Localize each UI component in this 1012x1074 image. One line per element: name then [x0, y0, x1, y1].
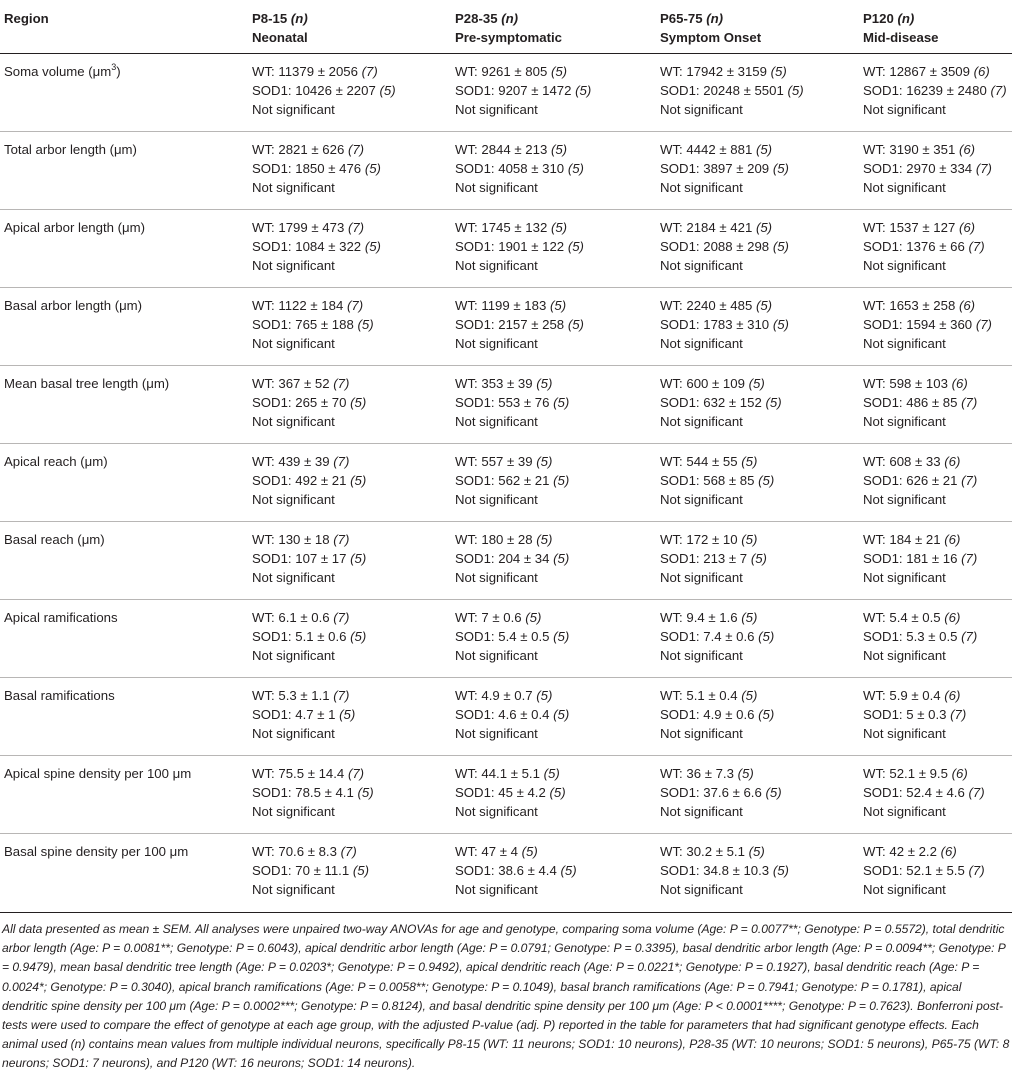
region-cell: Basal reach (μm) [0, 522, 250, 600]
col-header-p28-35: P28-35 (n) Pre-symptomatic [451, 0, 656, 54]
region-cell: Apical ramifications [0, 600, 250, 678]
value-cell: WT: 367 ± 52 (7) SOD1: 265 ± 70 (5) Not significant [250, 366, 451, 444]
value-cell: WT: 4.9 ± 0.7 (5) SOD1: 4.6 ± 0.4 (5) Not significant [451, 678, 656, 756]
value-cell: WT: 2821 ± 626 (7) SOD1: 1850 ± 476 (5) Not significant [250, 132, 451, 210]
value-cell: WT: 1745 ± 132 (5) SOD1: 1901 ± 122 (5) Not significant [451, 210, 656, 288]
region-cell: Apical spine density per 100 μm [0, 756, 250, 834]
value-cell: WT: 130 ± 18 (7) SOD1: 107 ± 17 (5) Not significant [250, 522, 451, 600]
col-header-p65-75: P65-75 (n) Symptom Onset [656, 0, 859, 54]
region-cell: Basal spine density per 100 μm [0, 834, 250, 913]
region-cell: Basal ramifications [0, 678, 250, 756]
region-cell: Apical arbor length (μm) [0, 210, 250, 288]
value-cell: WT: 2184 ± 421 (5) SOD1: 2088 ± 298 (5) Not significant [656, 210, 859, 288]
region-cell: Total arbor length (μm) [0, 132, 250, 210]
col-header-p120: P120 (n) Mid-disease [859, 0, 1012, 54]
value-cell: WT: 439 ± 39 (7) SOD1: 492 ± 21 (5) Not significant [250, 444, 451, 522]
value-cell: WT: 5.4 ± 0.5 (6) SOD1: 5.3 ± 0.5 (7) Not significant [859, 600, 1012, 678]
value-cell: WT: 608 ± 33 (6) SOD1: 626 ± 21 (7) Not significant [859, 444, 1012, 522]
value-cell: WT: 6.1 ± 0.6 (7) SOD1: 5.1 ± 0.6 (5) Not significant [250, 600, 451, 678]
value-cell: WT: 4442 ± 881 (5) SOD1: 3897 ± 209 (5) Not significant [656, 132, 859, 210]
table-row [0, 288, 1012, 366]
value-cell: WT: 1537 ± 127 (6) SOD1: 1376 ± 66 (7) Not significant [859, 210, 1012, 288]
table-footnote: All data presented as mean ± SEM. All analyses were unpaired two-way ANOVAs for age and genotype, comparing soma volume (Age: P = 0.0077**; Genotype: P = 0.5572), total dendritic arbor length (Age: P = 0.0081**; Genotype: P = 0.6043), apical dendritic arbor length (Age: P = 0.0791; Genotype: P = 0.3395), basal dendritic arbor length (Age: P = 0.0094**; Genotype: P = 0.9479), mean basal dendritic tree length (Age: P = 0.0203*; Genotype: P = 0.9492), apical dendritic reach (Age: P = 0.0221*; Genotype: P = 0.1927), basal dendritic reach (Age: P = 0.0024*; Genotype: P = 0.3040), apical branch ramifications (Age: P = 0.0058**; Genotype: P = 0.1049), basal branch ramifications (Age: P = 0.7941; Genotype: P = 0.1781), apical dendritic spine density per 100 μm (Age: P = 0.0002***; Genotype: P = 0.8124), and basal dendritic spine density per 100 μm (Age: P < 0.0001****; Genotype: P = 0.7623). Bonferroni post-tests were used to compare the effect of genotype at each age group, with the adjusted P-value (adj. P) reported in the table for parameters that had significant genotype effects. Each animal used (n) contains mean values from multiple individual neurons, specifically P8-15 (WT: 11 neurons; SOD1: 10 neurons), P28-35 (WT: 10 neurons; SOD1: 5 neurons), P65-75 (WT: 8 neurons; SOD1: 7 neurons), and P120 (WT: 16 neurons; SOD1: 14 neurons). [2, 922, 1010, 1071]
table-row [0, 210, 1012, 288]
table-row [0, 54, 1012, 132]
table-row [0, 366, 1012, 444]
value-cell: WT: 544 ± 55 (5) SOD1: 568 ± 85 (5) Not significant [656, 444, 859, 522]
value-cell: WT: 184 ± 21 (6) SOD1: 181 ± 16 (7) Not significant [859, 522, 1012, 600]
table-row [0, 678, 1012, 756]
header-row [0, 0, 1012, 54]
value-cell: WT: 30.2 ± 5.1 (5) SOD1: 34.8 ± 10.3 (5) Not significant [656, 834, 859, 913]
value-cell: WT: 52.1 ± 9.5 (6) SOD1: 52.4 ± 4.6 (7) Not significant [859, 756, 1012, 834]
value-cell: WT: 7 ± 0.6 (5) SOD1: 5.4 ± 0.5 (5) Not significant [451, 600, 656, 678]
table-row [0, 834, 1012, 913]
value-cell: WT: 17942 ± 3159 (5) SOD1: 20248 ± 5501 (5) Not significant [656, 54, 859, 132]
value-cell: WT: 5.3 ± 1.1 (7) SOD1: 4.7 ± 1 (5) Not significant [250, 678, 451, 756]
value-cell: WT: 600 ± 109 (5) SOD1: 632 ± 152 (5) Not significant [656, 366, 859, 444]
value-cell: WT: 5.9 ± 0.4 (6) SOD1: 5 ± 0.3 (7) Not significant [859, 678, 1012, 756]
value-cell: WT: 47 ± 4 (5) SOD1: 38.6 ± 4.4 (5) Not significant [451, 834, 656, 913]
table-row [0, 444, 1012, 522]
value-cell: WT: 180 ± 28 (5) SOD1: 204 ± 34 (5) Not significant [451, 522, 656, 600]
region-cell: Apical reach (μm) [0, 444, 250, 522]
value-cell: WT: 70.6 ± 8.3 (7) SOD1: 70 ± 11.1 (5) Not significant [250, 834, 451, 913]
value-cell: WT: 1122 ± 184 (7) SOD1: 765 ± 188 (5) Not significant [250, 288, 451, 366]
value-cell: WT: 11379 ± 2056 (7) SOD1: 10426 ± 2207 (5) Not significant [250, 54, 451, 132]
value-cell: WT: 5.1 ± 0.4 (5) SOD1: 4.9 ± 0.6 (5) Not significant [656, 678, 859, 756]
value-cell: WT: 2240 ± 485 (5) SOD1: 1783 ± 310 (5) Not significant [656, 288, 859, 366]
region-cell: Soma volume $(\mu m^3)$ [0, 54, 250, 132]
value-cell: WT: 1653 ± 258 (6) SOD1: 1594 ± 360 (7) Not significant [859, 288, 1012, 366]
value-cell: WT: 9261 ± 805 (5) SOD1: 9207 ± 1472 (5) Not significant [451, 54, 656, 132]
table-row [0, 756, 1012, 834]
value-cell: WT: 1199 ± 183 (5) SOD1: 2157 ± 258 (5) Not significant [451, 288, 656, 366]
table-row [0, 132, 1012, 210]
value-cell: WT: 1799 ± 473 (7) SOD1: 1084 ± 322 (5) Not significant [250, 210, 451, 288]
value-cell: WT: 9.4 ± 1.6 (5) SOD1: 7.4 ± 0.6 (5) Not significant [656, 600, 859, 678]
region-cell: Basal arbor length (μm) [0, 288, 250, 366]
value-cell: WT: 36 ± 7.3 (5) SOD1: 37.6 ± 6.6 (5) Not significant [656, 756, 859, 834]
table-row [0, 522, 1012, 600]
value-cell: WT: 598 ± 103 (6) SOD1: 486 ± 85 (7) Not significant [859, 366, 1012, 444]
region-cell: Mean basal tree length (μm) [0, 366, 250, 444]
value-cell: WT: 353 ± 39 (5) SOD1: 553 ± 76 (5) Not significant [451, 366, 656, 444]
value-cell: WT: 44.1 ± 5.1 (5) SOD1: 45 ± 4.2 (5) Not significant [451, 756, 656, 834]
value-cell: WT: 42 ± 2.2 (6) SOD1: 52.1 ± 5.5 (7) Not significant [859, 834, 1012, 913]
value-cell: WT: 12867 ± 3509 (6) SOD1: 16239 ± 2480 (7) Not significant [859, 54, 1012, 132]
col-header-p8-15: P8-15 (n) Neonatal [250, 0, 451, 54]
value-cell: WT: 3190 ± 351 (6) SOD1: 2970 ± 334 (7) Not significant [859, 132, 1012, 210]
table-row [0, 600, 1012, 678]
value-cell: WT: 75.5 ± 14.4 (7) SOD1: 78.5 ± 4.1 (5) Not significant [250, 756, 451, 834]
value-cell: WT: 2844 ± 213 (5) SOD1: 4058 ± 310 (5) Not significant [451, 132, 656, 210]
value-cell: WT: 557 ± 39 (5) SOD1: 562 ± 21 (5) Not significant [451, 444, 656, 522]
value-cell: WT: 172 ± 10 (5) SOD1: 213 ± 7 (5) Not significant [656, 522, 859, 600]
region-header: Region [0, 0, 250, 54]
